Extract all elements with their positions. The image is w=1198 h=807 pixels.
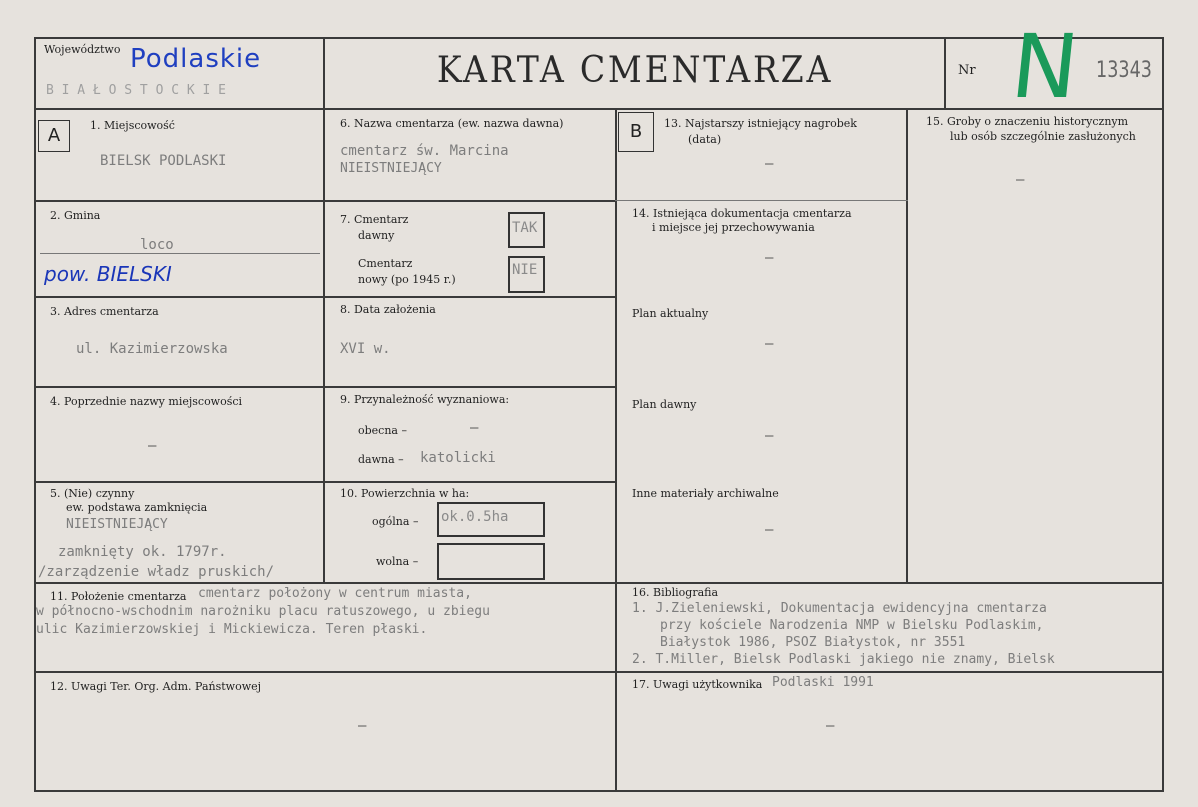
f9-obecna-value: – <box>470 420 479 436</box>
f9-label: 9. Przynależność wyznaniowa: <box>340 393 510 406</box>
col-divider-right <box>906 108 908 582</box>
f5-label-l1: 5. (Nie) czynny <box>50 487 135 500</box>
f14-value: – <box>765 250 774 266</box>
row-line-5 <box>34 582 1164 584</box>
f13-label-l1: 13. Najstarszy istniejący nagrobek <box>664 117 857 130</box>
f16-line-3: Białystok 1986, PSOZ Białystok, nr 3551 <box>660 635 966 650</box>
top-border <box>34 37 1164 39</box>
header-divider-2 <box>944 37 946 109</box>
f6-label: 6. Nazwa cmentarza (ew. nazwa dawna) <box>340 117 564 130</box>
inne-value: – <box>765 522 774 538</box>
row-line-2 <box>34 296 617 298</box>
f14-label-l2: i miejsce jej przechowywania <box>652 221 815 234</box>
f7-label-l1: 7. Cmentarz <box>340 213 409 226</box>
right-row-line <box>615 200 908 201</box>
header-divider-1 <box>323 37 325 109</box>
f16-line-4: 2. T.Miller, Bielsk Podlaski jakiego nie znamy, Bielsk <box>632 652 1055 667</box>
f10-ogolna-label: ogólna – <box>372 515 419 528</box>
f11-label: 11. Położenie cmentarza <box>50 590 187 603</box>
f5-value-l1: NIEISTNIEJĄCY <box>66 517 168 532</box>
f7-label-l4: nowy (po 1945 r.) <box>358 273 456 286</box>
plan-aktualny-label: Plan aktualny <box>632 307 709 320</box>
f11-line-2: w północno-wschodnim narożniku placu ratuszowego, u zbiegu <box>36 604 490 619</box>
f13-value: – <box>765 156 774 172</box>
plan-dawny-value: – <box>765 428 774 444</box>
section-a-letter: A <box>38 120 70 152</box>
f2-value: loco <box>140 237 174 253</box>
f8-value: XVI w. <box>340 341 391 357</box>
f17-label: 17. Uwagi użytkownika <box>632 678 763 691</box>
f5-value-l2: zamknięty ok. 1797r. <box>58 544 227 560</box>
nr-number: 13343 <box>1096 58 1152 83</box>
f5-value-l3: /zarządzenie władz pruskich/ <box>38 564 275 580</box>
f2-label: 2. Gmina <box>50 209 101 222</box>
f17-inline: Podlaski 1991 <box>772 675 874 690</box>
f8-label: 8. Data założenia <box>340 303 436 316</box>
f2-handwritten: pow. BIELSKI <box>44 262 172 286</box>
f3-value: ul. Kazimierzowska <box>76 341 228 357</box>
row-line-4 <box>34 481 617 483</box>
f9-obecna-label: obecna – <box>358 424 407 437</box>
f5-label-l2: ew. podstawa zamknięcia <box>66 501 208 514</box>
f10-wolna-box <box>437 543 545 580</box>
f9-dawna-value: katolicki <box>420 450 496 466</box>
nr-letter-stamp: N <box>1006 15 1084 118</box>
wojewodztwo-typed: B I A Ł O S T O C K I E <box>46 83 227 98</box>
f10-label: 10. Powierzchnia w ha: <box>340 487 470 500</box>
f10-ogolna-value: ok.0.5ha <box>441 509 509 525</box>
section-b-letter: B <box>618 112 654 152</box>
f3-label: 3. Adres cmentarza <box>50 305 159 318</box>
f1-value: BIELSK PODLASKI <box>100 153 227 169</box>
row-line-6 <box>34 671 1164 673</box>
bottom-border <box>34 790 1164 792</box>
f14-label-l1: 14. Istniejąca dokumentacja cmentarza <box>632 207 852 220</box>
f7-nowy-value: NIE <box>512 262 538 278</box>
f4-label: 4. Poprzednie nazwy miejscowości <box>50 395 243 408</box>
gmina-underline <box>40 253 320 254</box>
col-divider-left <box>323 108 325 584</box>
inne-label: Inne materiały archiwalne <box>632 487 779 500</box>
page-title: KARTA CMENTARZA <box>436 50 834 91</box>
f4-value: – <box>148 438 157 454</box>
f16-line-2: przy kościele Narodzenia NMP w Bielsku Podlaskim, <box>660 618 1044 633</box>
col-divider-mid <box>615 108 617 790</box>
f7-label-l2: dawny <box>358 229 395 242</box>
right-border <box>1162 37 1164 792</box>
f6-value-l1: cmentarz św. Marcina <box>340 143 509 159</box>
plan-dawny-label: Plan dawny <box>632 398 697 411</box>
f15-label-l1: 15. Groby o znaczeniu historycznym <box>926 115 1129 128</box>
f6-value-l2: NIEISTNIEJĄCY <box>340 161 442 176</box>
f16-label: 16. Bibliografia <box>632 586 719 599</box>
f13-label-l2: (data) <box>688 133 722 146</box>
nr-label: Nr <box>958 63 976 78</box>
f1-label: 1. Miejscowość <box>90 119 175 132</box>
f12-label: 12. Uwagi Ter. Org. Adm. Państwowej <box>50 680 262 693</box>
plan-aktualny-value: – <box>765 336 774 352</box>
f17-value: – <box>826 718 835 734</box>
f16-line-1: 1. J.Zieleniewski, Dokumentacja ewidencyjna cmentarza <box>632 601 1047 616</box>
f7-label-l3: Cmentarz <box>358 257 413 270</box>
f15-label-l2: lub osób szczególnie zasłużonych <box>950 130 1136 143</box>
wojewodztwo-stamp: Podlaskie <box>130 44 262 74</box>
row-line-3 <box>34 386 617 388</box>
f11-line-3: ulic Kazimierzowskiej i Mickiewicza. Teren płaski. <box>36 622 428 637</box>
left-border <box>34 37 36 792</box>
f12-value: – <box>358 718 367 734</box>
f11-line-1: cmentarz położony w centrum miasta, <box>198 586 472 601</box>
wojewodztwo-label: Województwo <box>44 43 121 56</box>
header-bottom-border <box>34 108 1164 110</box>
row-line-1 <box>34 200 617 202</box>
f9-dawna-label: dawna – <box>358 453 404 466</box>
f15-value: – <box>1016 172 1025 188</box>
f7-dawny-value: TAK <box>512 220 538 236</box>
f10-wolna-label: wolna – <box>376 555 419 568</box>
